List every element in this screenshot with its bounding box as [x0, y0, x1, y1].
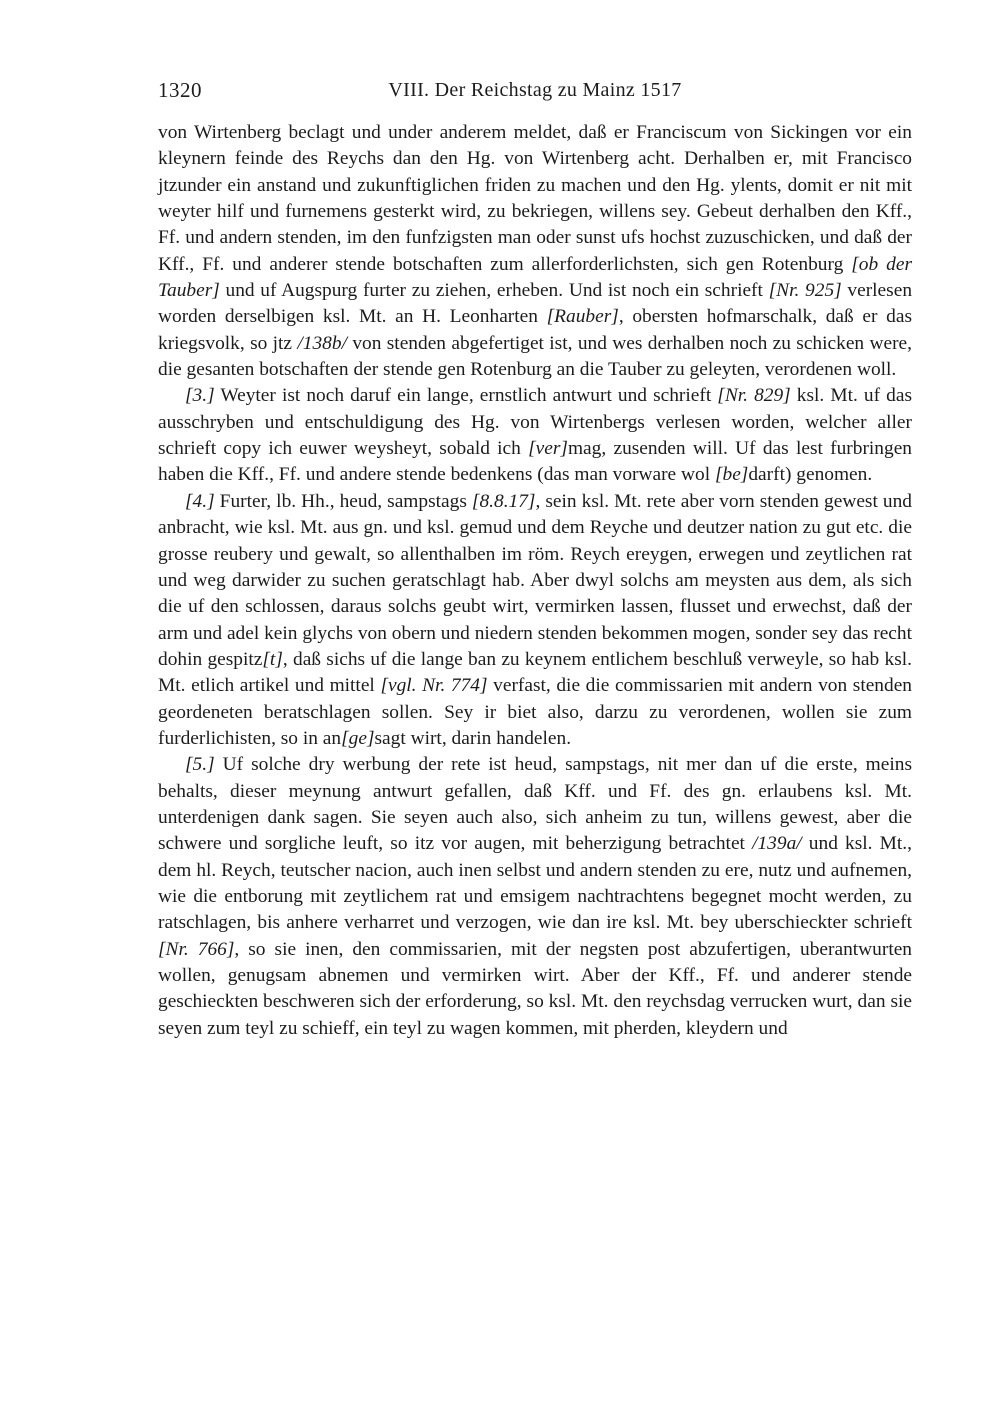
text-segment-italic: [Nr. 925] — [768, 280, 842, 302]
text-segment-italic: /139a/ — [752, 833, 802, 855]
text-segment: von Wirtenberg beclagt und under anderem meldet, daß er Franciscum von Sickingen vor ein kleynern feinde des Reychs dan den Hg. von Wirtenberg acht. Derhalben er, mit Francisco jtzunder ein anstand und zukunftiglichen friden zu machen und den Hg. ylents, domit er nit mit weyter hilf und furnemens gesterkt wird, zu bekriegen, willens sey. Gebeut derhalben den Kff., Ff. und andern stenden, im den funfzigsten man oder sunst ufs hochst zuzuschicken, und daß der Kff., Ff. und anderer stende botschaften zum allerforderlichsten, sich gen Rotenburg — [158, 122, 912, 275]
text-segment: von stenden abgefertiget ist, und wes derhalben noch zu schicken were, die gesanten botschaften der stende gen Rotenburg an die Tauber zu geleyten, verordenen woll. — [158, 332, 912, 381]
page-body — [158, 120, 912, 1042]
text-segment: Uf solche dry werbung der rete ist heud, sampstags, nit mer dan uf die erste, meins behalts, dieser meynung antwurt gefallen, daß Kff. und Ff. des gn. erlaubens ksl. Mt. unterdenigen dank sagen. Sie seyen auch also, sich anheim zu tun, willens gewest, aber die schwere und sorgliche leuft, so itz vor augen, mit beherzigung betrachtet — [158, 754, 912, 855]
text-segment-italic: [3.] — [185, 385, 215, 407]
text-segment: sagt wirt, darin handelen. — [374, 727, 572, 749]
paragraph-4 — [158, 752, 912, 1042]
text-segment: verlesen worden derselbigen ksl. Mt. an H. Leonharten — [158, 280, 913, 328]
text-segment-italic: [5.] — [185, 754, 215, 776]
text-segment-italic: [Rauber] — [546, 306, 619, 328]
text-segment: ksl. Mt. uf das ausschryben und entschuldigung des Hg. von Wirtenbergs verlesen worden, welcher aller schrieft copy ich euwer weysheyt, sobald ich — [158, 385, 912, 460]
page-number: 1320 — [158, 78, 202, 102]
paragraph-3 — [158, 489, 912, 752]
text-segment-italic: [ob der Tauber] — [158, 253, 913, 302]
running-header: VIII. Der Reichstag zu Mainz 1517 — [388, 79, 682, 101]
text-segment-italic: [Nr. 829] — [717, 385, 791, 407]
text-segment: und uf Augspurg furter zu ziehen, erheben. Und ist noch ein schrieft — [219, 280, 769, 302]
text-segment: Furter, lb. Hh., heud, sampstags — [214, 490, 472, 512]
text-segment: darft) genomen. — [748, 464, 873, 486]
text-segment: und ksl. Mt., dem hl. Reych, teutscher nacion, auch inen selbst und andern stenden zu ere, nutz und aufnemen, wie die entborung mit zeytlichem rat und emsigem nachtrachtens begegnet mocht werden, zu ratschlagen, bis anhere verharret und verzogen, wie dan ire ksl. Mt. bey uberschieckter schrieft — [158, 833, 912, 934]
page-header — [158, 76, 912, 104]
text-segment-italic: [be] — [714, 464, 749, 486]
text-segment-italic: [ge] — [341, 727, 375, 749]
text-segment: , daß sichs uf die lange ban zu keynem entlichem beschluß verweyle, so hab ksl. Mt. etlich artikel und mittel — [158, 648, 912, 697]
text-segment-italic: [4.] — [185, 490, 215, 512]
text-segment-italic: [Nr. 766] — [158, 938, 235, 960]
text-segment: verfast, die die commissarien mit andern von stenden geordeneten beratschlagen sollen. Sey ir biet also, darzu zu verordenen, wollen sie zum furderlichisten, so in an — [158, 675, 912, 749]
text-segment: , obersten hofmarschalk, daß er das kriegsvolk, so jtz — [158, 306, 912, 354]
text-segment: , so sie inen, den commissarien, mit der negsten post abzufertigen, uberantwurten wollen, genugsam abnemen und vermirken wirt. Aber der Kff., Ff. und anderer stende geschieckten beschweren sich der erforderung, so ksl. Mt. den reychsdag verrucken wurt, dan sie seyen zum teyl zu schieff, ein teyl zu wagen kommen, mit pherden, kleydern und — [158, 938, 913, 1039]
paragraph-1 — [158, 120, 912, 383]
text-segment-italic: [vgl. Nr. 774] — [380, 675, 488, 697]
text-segment: Weyter ist noch daruf ein lange, ernstlich antwurt und schrieft — [214, 385, 718, 407]
text-segment: , sein ksl. Mt. rete aber vorn stenden gewest und anbracht, wie ksl. Mt. aus gn. und ksl. gemud und dem Reyche und deutzer nation zu gut etc. die grosse reubery und gewalt, so allenthalben im röm. Reych ereygen, erwegen und zeytlichen rat und weg darwider zu suchen geratschlagt hab. Aber dwyl solchs am meysten aus dem, als sich die uf den schlossen, daraus solchs geubt wirt, vermirken lassen, flusset und erwechst, daß der arm und adel kein glychs von obern und niedern stenden bekommen mogen, sonder sey das recht dohin gespitz — [158, 490, 912, 670]
text-segment-italic: [ver] — [528, 438, 568, 460]
text-segment: mag, zusenden will. Uf das lest furbringen haben die Kff., Ff. und andere stende bedenkens (das man vorware wol — [158, 438, 912, 486]
paragraph-2 — [158, 383, 912, 488]
text-segment-italic: [8.8.17] — [471, 490, 536, 512]
text-segment-italic: /138b/ — [297, 332, 347, 354]
text-segment-italic: [t] — [262, 648, 283, 670]
